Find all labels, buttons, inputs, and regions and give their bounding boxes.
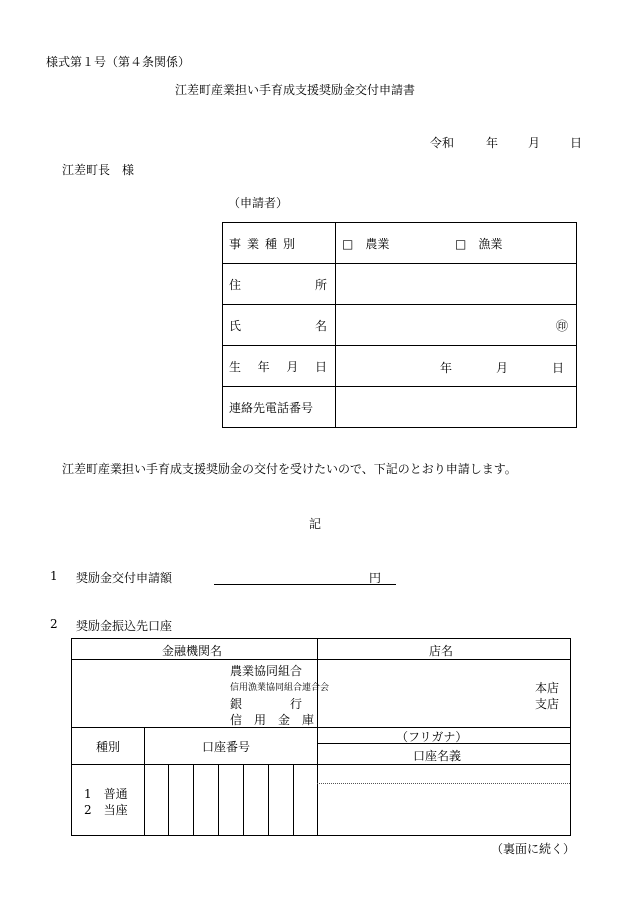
item2-label: 奨励金振込先口座 [76, 619, 173, 633]
birth-year: 年 [440, 361, 453, 375]
address-field[interactable] [336, 264, 577, 305]
row-address [223, 264, 577, 305]
name-label: 氏 名 [229, 318, 327, 333]
amount-unit: 円 [369, 571, 382, 585]
business-type-label: 事業種別 [229, 236, 302, 251]
date-month: 月 [528, 136, 541, 150]
inst-type-bank[interactable]: 銀 行 [230, 697, 303, 711]
row-business-type [223, 223, 577, 264]
row-phone [223, 387, 577, 428]
applicant-table [222, 222, 577, 428]
form-number: 様式第１号（第４条関係） [46, 55, 191, 69]
inst-type-fish[interactable]: 信用漁業協同組合連合会 [230, 683, 330, 693]
inst-type-agri[interactable]: 農業協同組合 [230, 664, 303, 678]
account-type-current[interactable]: 2 当座 [84, 803, 128, 817]
addressee: 江差町長 様 [62, 163, 135, 177]
birth-field[interactable] [336, 346, 577, 387]
name-field[interactable] [336, 305, 577, 346]
date-day: 日 [570, 136, 583, 150]
account-holder-header: 口座名義 [413, 749, 462, 763]
date-era: 令和 [430, 136, 455, 150]
account-type-ordinary[interactable]: 1 普通 [84, 787, 128, 801]
item2-number: 2 [50, 617, 58, 631]
account-number-header: 口座番号 [202, 740, 251, 754]
furigana-header: （フリガナ） [396, 730, 468, 744]
header-institution: 金融機関名 [162, 644, 223, 658]
item1-number: 1 [50, 569, 58, 583]
document-title: 江差町産業担い手育成支援奨励金交付申請書 [175, 83, 416, 97]
applicant-label: （申請者） [228, 196, 289, 210]
branch-type-main[interactable]: 本店 [535, 681, 560, 695]
birth-month: 月 [496, 361, 509, 375]
bank-table [71, 638, 571, 836]
birth-day: 日 [552, 361, 565, 375]
statement: 江差町産業担い手育成支援奨励金の交付を受けたいので、下記のとおり申請します。 [62, 462, 517, 476]
continued-note: （裏面に続く） [491, 842, 576, 856]
branch-type-branch[interactable]: 支店 [535, 697, 560, 711]
phone-label: 連絡先電話番号 [223, 387, 336, 428]
birth-label: 生 年 月 日 [229, 359, 327, 374]
header-branch: 店名 [429, 644, 454, 658]
address-label: 住 所 [229, 277, 327, 292]
phone-field[interactable] [336, 387, 577, 428]
inst-type-shinkin[interactable]: 信 用 金 庫 [230, 713, 315, 727]
option-fishery[interactable]: □ 漁業 [455, 236, 503, 251]
seal-mark: ㊞ [555, 318, 568, 333]
row-birth [223, 346, 577, 387]
row-name [223, 305, 577, 346]
date-year: 年 [486, 136, 499, 150]
type-header: 種別 [96, 740, 121, 754]
item1-label: 奨励金交付申請額 [76, 571, 173, 585]
option-agriculture[interactable]: □ 農業 [342, 236, 390, 251]
amount-field[interactable] [214, 569, 396, 585]
ki-mark: 記 [309, 517, 322, 531]
